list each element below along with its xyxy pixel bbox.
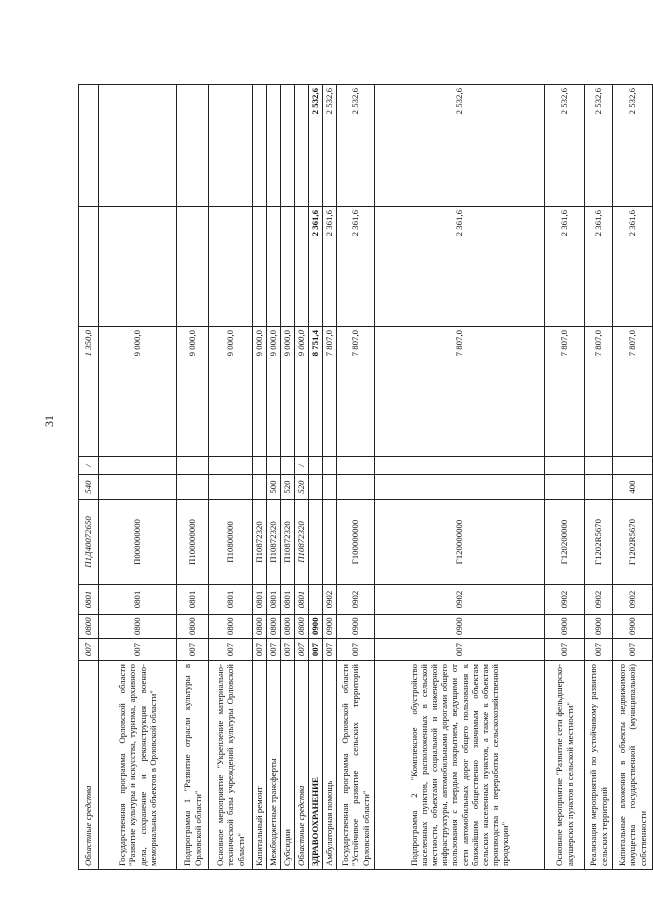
row-value-2-cell: 2 361,6 xyxy=(323,207,337,327)
row-value-3-cell xyxy=(267,85,281,207)
row-value-1-cell: 9 000,0 xyxy=(177,327,209,457)
row-value-2-cell xyxy=(177,207,209,327)
row-name-cell: Подпрограмма 2 "Комплексное обустройство населенных пунктов, расположенных в сельской местности, объектами социальной и инженерной инфраструктуры, автомобильными дорогами общего пользования с твердым покрытием, ведущими от сети автомобильных дорог общего пользования к ближайшим общественно значимым объектам сельских населенных пунктов, а также к объектам производства и переработки сельскохозяйственной продукции" xyxy=(375,661,545,870)
row-value-3-cell xyxy=(295,85,309,207)
row-vr-cell xyxy=(545,475,585,500)
row-vr-cell xyxy=(585,475,613,500)
row-rz-cell: 0800 xyxy=(267,615,281,639)
row-value-3-cell xyxy=(79,85,99,207)
row-gr-cell: 007 xyxy=(281,639,295,661)
row-gr-cell: 007 xyxy=(613,639,653,661)
row-pr-cell: 0902 xyxy=(323,585,337,615)
row-rz-cell: 0800 xyxy=(79,615,99,639)
row-csr-cell xyxy=(323,500,337,585)
row-value-2-cell: 2 361,6 xyxy=(375,207,545,327)
row-rz-cell: 0800 xyxy=(99,615,177,639)
row-mark-cell xyxy=(545,457,585,475)
row-pr-cell: 0902 xyxy=(545,585,585,615)
table-row xyxy=(177,85,209,870)
row-csr-cell: П1Д40072650 xyxy=(79,500,99,585)
row-value-1-cell: 1 350,0 xyxy=(79,327,99,457)
table-row xyxy=(267,85,281,870)
row-mark-cell xyxy=(323,457,337,475)
row-rz-cell: 0800 xyxy=(177,615,209,639)
row-value-1-cell: 9 000,0 xyxy=(99,327,177,457)
table-row xyxy=(281,85,295,870)
row-gr-cell: 007 xyxy=(323,639,337,661)
row-pr-cell: 0902 xyxy=(337,585,375,615)
row-name-cell: Государственная программа Орловской области "Устойчивое развитие сельских территорий Орловской области" xyxy=(337,661,375,870)
row-value-3-cell: 2 532,6 xyxy=(337,85,375,207)
row-gr-cell: 007 xyxy=(209,639,253,661)
row-name-cell: Реализация мероприятий по устойчивому развитию сельских территорий xyxy=(585,661,613,870)
row-pr-cell: 0801 xyxy=(253,585,267,615)
row-rz-cell: 0800 xyxy=(281,615,295,639)
row-value-2-cell xyxy=(79,207,99,327)
row-value-2-cell: 2 361,6 xyxy=(337,207,375,327)
table-row xyxy=(295,85,309,870)
table-row xyxy=(337,85,375,870)
row-mark-cell xyxy=(253,457,267,475)
row-pr-cell: 0902 xyxy=(613,585,653,615)
row-mark-cell xyxy=(337,457,375,475)
row-name-cell: Областные средства xyxy=(79,661,99,870)
row-value-2-cell: 2 361,6 xyxy=(545,207,585,327)
row-csr-cell: Г120200000 xyxy=(545,500,585,585)
row-vr-cell: 520 xyxy=(295,475,309,500)
row-pr-cell: 0801 xyxy=(79,585,99,615)
row-csr-cell: П10872320 xyxy=(281,500,295,585)
row-rz-cell: 0800 xyxy=(209,615,253,639)
row-gr-cell: 007 xyxy=(79,639,99,661)
row-mark-cell xyxy=(99,457,177,475)
row-vr-cell: 400 xyxy=(613,475,653,500)
row-value-1-cell: 7 807,0 xyxy=(585,327,613,457)
row-vr-cell: 540 xyxy=(79,475,99,500)
row-name-cell: Амбулаторная помощь xyxy=(323,661,337,870)
budget-table xyxy=(78,84,653,870)
row-value-3-cell: 2 532,6 xyxy=(585,85,613,207)
row-value-2-cell xyxy=(209,207,253,327)
row-name-cell: Государственная программа Орловской области "Развитие культуры и искусства, туризма, архивного дела, сохранение и реконструкция военно-мемориальных объектов в Орловской области" xyxy=(99,661,177,870)
row-name-cell: Подпрограмма 1 "Развитие отрасли культуры в Орловской области" xyxy=(177,661,209,870)
row-value-1-cell: 7 807,0 xyxy=(545,327,585,457)
row-pr-cell xyxy=(309,585,323,615)
row-gr-cell: 007 xyxy=(295,639,309,661)
row-csr-cell: П100000000 xyxy=(177,500,209,585)
row-rz-cell: 0900 xyxy=(613,615,653,639)
row-gr-cell: 007 xyxy=(253,639,267,661)
row-csr-cell: П10872320 xyxy=(253,500,267,585)
row-value-3-cell: 2 532,6 xyxy=(613,85,653,207)
row-value-2-cell xyxy=(281,207,295,327)
row-csr-cell: Г1202R5670 xyxy=(585,500,613,585)
row-pr-cell: 0902 xyxy=(585,585,613,615)
table-row xyxy=(309,85,323,870)
row-pr-cell: 0801 xyxy=(267,585,281,615)
row-csr-cell: П10872320 xyxy=(267,500,281,585)
row-value-3-cell: 2 532,6 xyxy=(323,85,337,207)
row-value-3-cell: 2 532,6 xyxy=(375,85,545,207)
row-value-2-cell: 2 361,6 xyxy=(613,207,653,327)
row-rz-cell: 0900 xyxy=(545,615,585,639)
row-pr-cell: 0801 xyxy=(209,585,253,615)
row-name-cell: Межбюджетные трансферты xyxy=(267,661,281,870)
row-value-3-cell: 2 532,6 xyxy=(309,85,323,207)
row-mark-cell: / xyxy=(295,457,309,475)
row-vr-cell xyxy=(99,475,177,500)
row-gr-cell: 007 xyxy=(545,639,585,661)
row-csr-cell: П10800000 xyxy=(209,500,253,585)
row-gr-cell: 007 xyxy=(375,639,545,661)
row-mark-cell xyxy=(177,457,209,475)
row-vr-cell xyxy=(253,475,267,500)
row-name-cell: Областные средства xyxy=(295,661,309,870)
row-vr-cell xyxy=(309,475,323,500)
row-value-3-cell xyxy=(99,85,177,207)
row-value-1-cell: 9 000,0 xyxy=(281,327,295,457)
row-vr-cell: 520 xyxy=(281,475,295,500)
table-row xyxy=(253,85,267,870)
row-value-2-cell xyxy=(253,207,267,327)
row-rz-cell: 0900 xyxy=(309,615,323,639)
page-number: 31 xyxy=(42,415,56,427)
row-name-cell: Капитальные вложения в объекты недвижимого имущества государственной (муниципальной) собственности xyxy=(613,661,653,870)
row-vr-cell xyxy=(323,475,337,500)
row-pr-cell: 0801 xyxy=(99,585,177,615)
row-vr-cell xyxy=(337,475,375,500)
row-value-1-cell: 7 807,0 xyxy=(323,327,337,457)
row-csr-cell: Г100000000 xyxy=(337,500,375,585)
row-mark-cell xyxy=(209,457,253,475)
row-pr-cell: 0801 xyxy=(177,585,209,615)
row-pr-cell: 0902 xyxy=(375,585,545,615)
row-value-1-cell: 9 000,0 xyxy=(295,327,309,457)
row-rz-cell: 0800 xyxy=(295,615,309,639)
row-value-2-cell xyxy=(267,207,281,327)
row-csr-cell xyxy=(309,500,323,585)
row-mark-cell xyxy=(267,457,281,475)
row-value-1-cell: 7 807,0 xyxy=(375,327,545,457)
row-value-3-cell xyxy=(177,85,209,207)
row-csr-cell: Г120000000 xyxy=(375,500,545,585)
row-mark-cell xyxy=(375,457,545,475)
row-rz-cell: 0900 xyxy=(323,615,337,639)
row-vr-cell xyxy=(177,475,209,500)
row-value-3-cell xyxy=(209,85,253,207)
row-mark-cell xyxy=(613,457,653,475)
row-csr-cell: П000000000 xyxy=(99,500,177,585)
row-csr-cell: П10872320 xyxy=(295,500,309,585)
row-mark-cell xyxy=(585,457,613,475)
row-rz-cell: 0900 xyxy=(585,615,613,639)
row-value-2-cell xyxy=(99,207,177,327)
row-gr-cell: 007 xyxy=(337,639,375,661)
row-name-cell: Капитальный ремонт xyxy=(253,661,267,870)
rotated-table-frame xyxy=(78,85,648,870)
row-value-2-cell: 2 361,6 xyxy=(585,207,613,327)
table-row xyxy=(99,85,177,870)
row-pr-cell: 0801 xyxy=(281,585,295,615)
row-gr-cell: 007 xyxy=(99,639,177,661)
row-vr-cell: 500 xyxy=(267,475,281,500)
row-value-3-cell xyxy=(281,85,295,207)
row-rz-cell: 0800 xyxy=(253,615,267,639)
table-row xyxy=(613,85,653,870)
row-value-1-cell: 8 751,4 xyxy=(309,327,323,457)
row-value-3-cell: 2 532,6 xyxy=(545,85,585,207)
row-value-1-cell: 9 000,0 xyxy=(253,327,267,457)
row-gr-cell: 007 xyxy=(309,639,323,661)
table-row xyxy=(209,85,253,870)
row-value-1-cell: 9 000,0 xyxy=(209,327,253,457)
row-pr-cell: 0801 xyxy=(295,585,309,615)
row-value-1-cell: 7 807,0 xyxy=(337,327,375,457)
row-name-cell: Основное мероприятие "Развитие сети фельдшерско-акушерских пунктов в сельской местности" xyxy=(545,661,585,870)
table-row xyxy=(79,85,99,870)
row-gr-cell: 007 xyxy=(267,639,281,661)
row-value-3-cell xyxy=(253,85,267,207)
row-name-cell: Субсидии xyxy=(281,661,295,870)
row-csr-cell: Г1202R5670 xyxy=(613,500,653,585)
table-row xyxy=(545,85,585,870)
row-vr-cell xyxy=(375,475,545,500)
row-mark-cell xyxy=(281,457,295,475)
table-row xyxy=(323,85,337,870)
row-gr-cell: 007 xyxy=(177,639,209,661)
row-rz-cell: 0900 xyxy=(375,615,545,639)
row-vr-cell xyxy=(209,475,253,500)
row-value-1-cell: 9 000,0 xyxy=(267,327,281,457)
table-row xyxy=(585,85,613,870)
row-mark-cell: / xyxy=(79,457,99,475)
row-name-cell: Основное мероприятие "Укрепление материально-технической базы учреждений культуры Орловской области" xyxy=(209,661,253,870)
table-row xyxy=(375,85,545,870)
row-value-2-cell xyxy=(295,207,309,327)
row-mark-cell xyxy=(309,457,323,475)
row-gr-cell: 007 xyxy=(585,639,613,661)
row-value-2-cell: 2 361,6 xyxy=(309,207,323,327)
row-name-cell: ЗДРАВООХРАНЕНИЕ xyxy=(309,661,323,870)
row-rz-cell: 0900 xyxy=(337,615,375,639)
row-value-1-cell: 7 807,0 xyxy=(613,327,653,457)
